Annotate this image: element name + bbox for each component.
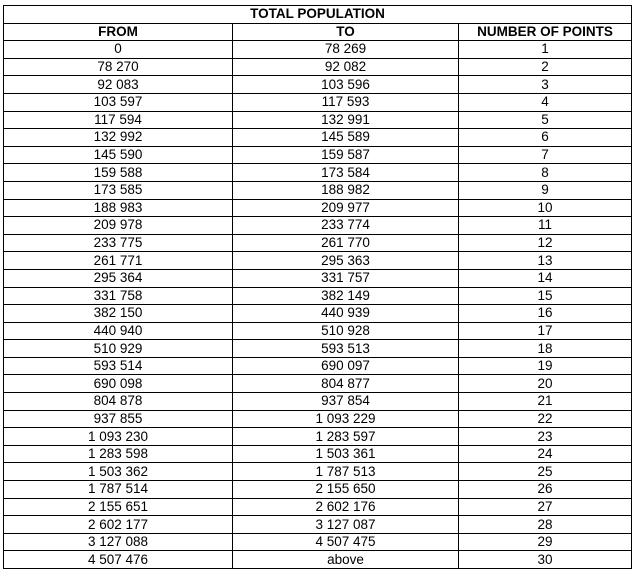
cell-from: 132 992 — [4, 129, 233, 147]
cell-to: 209 977 — [233, 199, 459, 217]
header-to: TO — [233, 23, 459, 41]
cell-to: 382 149 — [233, 287, 459, 305]
cell-from: 937 855 — [4, 410, 233, 428]
cell-from: 1 503 362 — [4, 463, 233, 481]
cell-from: 2 602 177 — [4, 516, 233, 534]
cell-from: 1 283 598 — [4, 445, 233, 463]
cell-points: 24 — [459, 445, 632, 463]
cell-to: 261 770 — [233, 234, 459, 252]
cell-points: 5 — [459, 111, 632, 129]
cell-from: 145 590 — [4, 146, 233, 164]
cell-to: 295 363 — [233, 252, 459, 270]
cell-points: 25 — [459, 463, 632, 481]
cell-from: 233 775 — [4, 234, 233, 252]
table-row — [4, 146, 632, 164]
table-row — [4, 410, 632, 428]
cell-from: 2 155 651 — [4, 498, 233, 516]
cell-to: 145 589 — [233, 129, 459, 147]
table-row — [4, 129, 632, 147]
cell-to: 173 584 — [233, 164, 459, 182]
cell-points: 28 — [459, 516, 632, 534]
table-row — [4, 58, 632, 76]
cell-from: 78 270 — [4, 58, 233, 76]
cell-to: 132 991 — [233, 111, 459, 129]
table-row — [4, 340, 632, 358]
cell-from: 209 978 — [4, 217, 233, 235]
cell-to: 1 283 597 — [233, 428, 459, 446]
cell-points: 20 — [459, 375, 632, 393]
table-row — [4, 93, 632, 111]
table-row — [4, 322, 632, 340]
cell-points: 2 — [459, 58, 632, 76]
cell-points: 22 — [459, 410, 632, 428]
table-row — [4, 305, 632, 323]
cell-to: 440 939 — [233, 305, 459, 323]
cell-to: 331 757 — [233, 269, 459, 287]
cell-to: 1 093 229 — [233, 410, 459, 428]
cell-from: 188 983 — [4, 199, 233, 217]
cell-points: 1 — [459, 41, 632, 59]
cell-from: 3 127 088 — [4, 533, 233, 551]
cell-points: 23 — [459, 428, 632, 446]
title-row — [4, 6, 632, 24]
cell-points: 13 — [459, 252, 632, 270]
table-row — [4, 287, 632, 305]
cell-from: 382 150 — [4, 305, 233, 323]
cell-from: 690 098 — [4, 375, 233, 393]
table-row — [4, 76, 632, 94]
cell-points: 26 — [459, 481, 632, 499]
cell-points: 30 — [459, 551, 632, 569]
cell-points: 12 — [459, 234, 632, 252]
cell-to: 690 097 — [233, 357, 459, 375]
cell-to: 593 513 — [233, 340, 459, 358]
table-row — [4, 463, 632, 481]
table-row — [4, 217, 632, 235]
cell-from: 0 — [4, 41, 233, 59]
cell-points: 7 — [459, 146, 632, 164]
cell-to: 78 269 — [233, 41, 459, 59]
cell-from: 804 878 — [4, 393, 233, 411]
table-row — [4, 533, 632, 551]
cell-from: 440 940 — [4, 322, 233, 340]
cell-from: 593 514 — [4, 357, 233, 375]
cell-from: 510 929 — [4, 340, 233, 358]
header-from: FROM — [4, 23, 233, 41]
table-row — [4, 516, 632, 534]
cell-from: 173 585 — [4, 181, 233, 199]
cell-points: 16 — [459, 305, 632, 323]
cell-from: 295 364 — [4, 269, 233, 287]
cell-to: 2 155 650 — [233, 481, 459, 499]
cell-points: 27 — [459, 498, 632, 516]
cell-to: 188 982 — [233, 181, 459, 199]
cell-to: 2 602 176 — [233, 498, 459, 516]
cell-points: 9 — [459, 181, 632, 199]
table-row — [4, 393, 632, 411]
cell-from: 117 594 — [4, 111, 233, 129]
cell-to: 510 928 — [233, 322, 459, 340]
cell-to: 3 127 087 — [233, 516, 459, 534]
cell-from: 1 093 230 — [4, 428, 233, 446]
cell-points: 4 — [459, 93, 632, 111]
table-row — [4, 111, 632, 129]
cell-from: 261 771 — [4, 252, 233, 270]
cell-points: 19 — [459, 357, 632, 375]
cell-from: 1 787 514 — [4, 481, 233, 499]
cell-points: 6 — [459, 129, 632, 147]
table-row — [4, 551, 632, 569]
population-points-table — [3, 5, 632, 569]
cell-to: 4 507 475 — [233, 533, 459, 551]
cell-to: above — [233, 551, 459, 569]
table-row — [4, 199, 632, 217]
cell-to: 1 503 361 — [233, 445, 459, 463]
cell-from: 103 597 — [4, 93, 233, 111]
table-row — [4, 357, 632, 375]
cell-to: 937 854 — [233, 393, 459, 411]
table-row — [4, 498, 632, 516]
table-title: TOTAL POPULATION — [4, 6, 632, 24]
cell-to: 159 587 — [233, 146, 459, 164]
cell-points: 14 — [459, 269, 632, 287]
cell-to: 1 787 513 — [233, 463, 459, 481]
cell-from: 159 588 — [4, 164, 233, 182]
table-row — [4, 41, 632, 59]
cell-to: 103 596 — [233, 76, 459, 94]
table-row — [4, 164, 632, 182]
cell-points: 29 — [459, 533, 632, 551]
table-row — [4, 428, 632, 446]
table-row — [4, 375, 632, 393]
cell-to: 804 877 — [233, 375, 459, 393]
cell-points: 10 — [459, 199, 632, 217]
table-row — [4, 445, 632, 463]
table-row — [4, 269, 632, 287]
cell-points: 21 — [459, 393, 632, 411]
table-row — [4, 481, 632, 499]
header-points: NUMBER OF POINTS — [459, 23, 632, 41]
cell-to: 117 593 — [233, 93, 459, 111]
table-row — [4, 252, 632, 270]
cell-points: 11 — [459, 217, 632, 235]
cell-from: 92 083 — [4, 76, 233, 94]
cell-from: 331 758 — [4, 287, 233, 305]
cell-to: 233 774 — [233, 217, 459, 235]
cell-from: 4 507 476 — [4, 551, 233, 569]
table-row — [4, 181, 632, 199]
table-row — [4, 234, 632, 252]
header-row — [4, 23, 632, 41]
cell-points: 15 — [459, 287, 632, 305]
cell-points: 8 — [459, 164, 632, 182]
cell-points: 3 — [459, 76, 632, 94]
cell-to: 92 082 — [233, 58, 459, 76]
table-body — [4, 41, 632, 569]
cell-points: 17 — [459, 322, 632, 340]
cell-points: 18 — [459, 340, 632, 358]
